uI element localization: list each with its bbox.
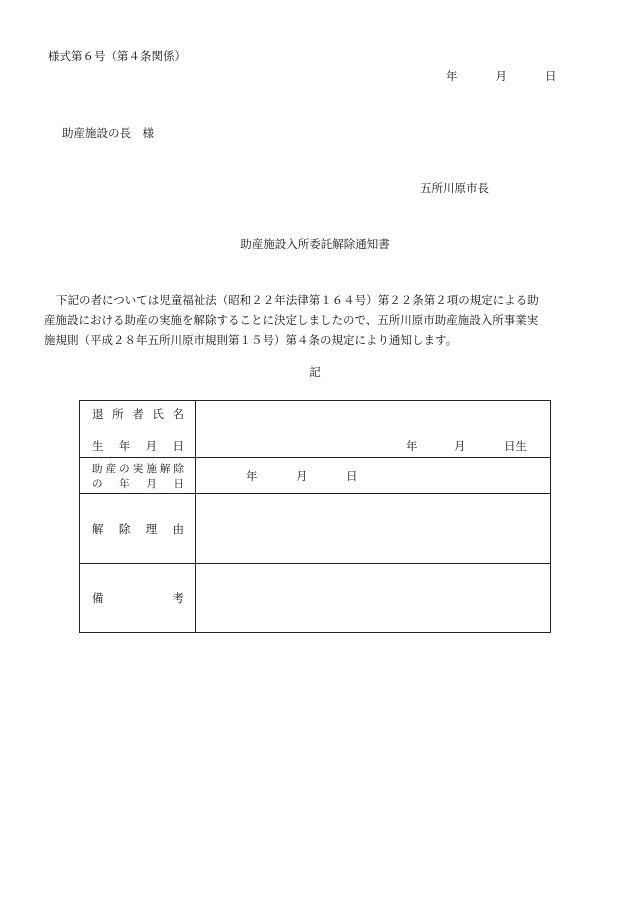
label-release-bottom: [92, 476, 184, 491]
label-char: 解: [159, 463, 171, 475]
value-reason[interactable]: [196, 494, 551, 564]
ki-heading: 記: [309, 365, 321, 379]
label-char: 氏: [152, 407, 164, 421]
body-line-3: 施規則（平成２８年五所川原市規則第１５号）第４条の規定により通知します。: [44, 333, 458, 347]
body-line-1: 下記の者については児童福祉法（昭和２２年法律第１６４号）第２２条第２項の規定による助: [56, 293, 539, 307]
issue-date: [446, 68, 557, 84]
label-release-date: [80, 458, 196, 494]
release-month: 月: [296, 469, 308, 483]
label-char: 実: [132, 463, 144, 475]
label-char: 退: [92, 407, 104, 421]
label-char: 年: [119, 478, 130, 490]
issue-date-year: 年: [446, 69, 458, 83]
recipient: 助産施設の長 様: [62, 126, 154, 140]
release-year: 年: [246, 469, 258, 483]
table-row-reason: [80, 494, 551, 564]
label-char: 理: [145, 522, 158, 536]
label-char: 由: [172, 522, 184, 536]
issue-date-month: 月: [495, 69, 507, 83]
label-char: 者: [132, 407, 144, 421]
label-dob: [92, 438, 184, 454]
dob-year: 年: [406, 439, 418, 453]
label-reason-text: [92, 521, 184, 537]
value-remarks[interactable]: [196, 564, 551, 633]
body-text: [44, 290, 590, 350]
label-char: 産: [105, 463, 117, 475]
label-char: 名: [172, 407, 184, 421]
label-char: 生: [92, 439, 104, 453]
table-row-name-dob: [80, 401, 551, 458]
dob-day: 日生: [504, 439, 527, 453]
dob-month: 月: [454, 439, 466, 453]
label-remarks-text: [92, 590, 184, 606]
form-number: 様式第６号（第４条関係）: [48, 49, 186, 63]
label-char: 考: [172, 591, 184, 605]
label-char: 解: [92, 522, 104, 536]
label-char: 日: [172, 439, 184, 453]
value-name-dob[interactable]: [196, 401, 551, 458]
document-title: 助産施設入所委託解除通知書: [240, 237, 390, 251]
label-char: 備: [92, 591, 104, 605]
label-remarks: [80, 564, 196, 633]
table-row-remarks: [80, 564, 551, 633]
label-char: 月: [145, 439, 158, 453]
sender: 五所川原市長: [420, 181, 489, 195]
label-char: 所: [112, 407, 124, 421]
record-table: [79, 400, 551, 633]
label-release-top: [92, 461, 184, 476]
table-row-release-date: [80, 458, 551, 494]
label-name-dob: [80, 401, 196, 458]
label-char: 月: [146, 478, 157, 490]
label-name: [92, 406, 184, 422]
label-char: 除: [118, 522, 131, 536]
label-char: の: [119, 463, 130, 475]
label-char: 年: [118, 439, 131, 453]
label-char: 施: [146, 463, 157, 475]
value-release-date[interactable]: [196, 458, 551, 494]
label-reason: [80, 494, 196, 564]
label-char: の: [92, 478, 103, 490]
issue-date-day: 日: [545, 69, 557, 83]
label-char: 除: [173, 463, 184, 475]
label-char: 日: [173, 478, 184, 490]
body-line-2: 産施設における助産の実施を解除することに決定しましたので、五所川原市助産施設入所事業実: [44, 313, 539, 327]
release-day: 日: [346, 469, 358, 483]
label-char: 助: [92, 463, 103, 475]
